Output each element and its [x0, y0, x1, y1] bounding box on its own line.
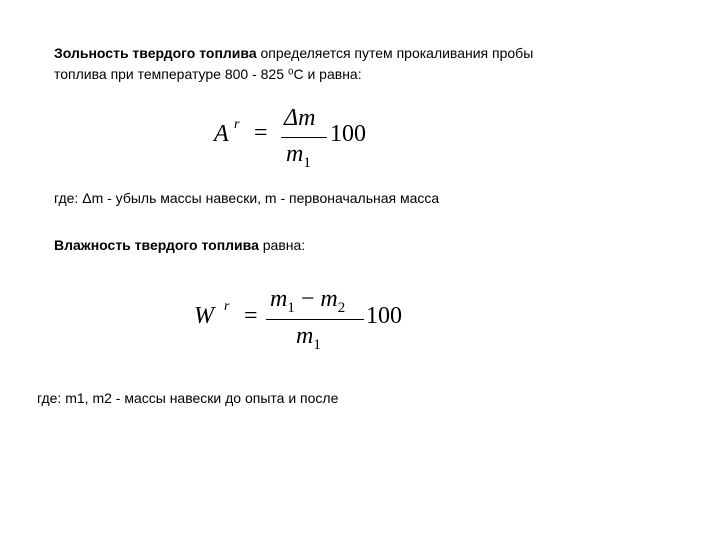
ash-definition-line2: топлива при температуре 800 - 825 ⁰С и равна:	[54, 66, 362, 82]
ash-formula-fraction-bar	[281, 137, 327, 138]
ash-formula-lhs: A	[214, 121, 229, 147]
moisture-formula-denominator	[296, 323, 321, 353]
ash-where-note: где: Δm - убыль массы навески, m - первоначальная масса	[54, 190, 440, 206]
ash-formula-equals: =	[254, 120, 268, 146]
moisture-formula	[190, 285, 420, 355]
moisture-formula-num-sub2: 2	[337, 300, 346, 316]
ash-definition-rest: определяется путем прокаливания пробы	[256, 45, 534, 61]
moisture-formula-fraction-bar	[266, 319, 364, 320]
ash-formula-lhs-superscript: r	[234, 117, 240, 132]
moisture-formula-num-var2: m	[320, 286, 338, 312]
ash-formula-denominator-sub: 1	[303, 155, 311, 171]
moisture-definition-rest: равна:	[258, 237, 306, 253]
moisture-formula-num-var1: m	[270, 286, 288, 312]
ash-term: Зольность твердого топлива	[54, 45, 257, 61]
moisture-formula-factor: 100	[366, 303, 402, 329]
ash-formula-numerator: Δm	[284, 105, 316, 131]
ash-formula-denominator-var: m	[286, 141, 304, 167]
moisture-formula-denominator-var: m	[296, 323, 314, 349]
moisture-formula-denominator-sub: 1	[313, 337, 321, 353]
ash-formula-factor: 100	[330, 121, 366, 147]
moisture-definition-paragraph	[54, 235, 305, 256]
ash-formula-denominator	[286, 141, 311, 171]
ash-formula	[210, 105, 380, 175]
moisture-formula-lhs: W	[194, 303, 214, 329]
moisture-term: Влажность твердого топлива	[54, 237, 259, 253]
moisture-formula-minus: −	[294, 286, 321, 312]
moisture-formula-lhs-superscript: r	[224, 299, 230, 314]
moisture-where-note: где: m1, m2 - массы навески до опыта и после	[37, 390, 339, 406]
ash-definition-paragraph	[54, 43, 654, 85]
moisture-formula-numerator	[270, 286, 346, 316]
moisture-formula-num-sub1: 1	[287, 300, 295, 316]
moisture-formula-equals: =	[244, 303, 258, 329]
